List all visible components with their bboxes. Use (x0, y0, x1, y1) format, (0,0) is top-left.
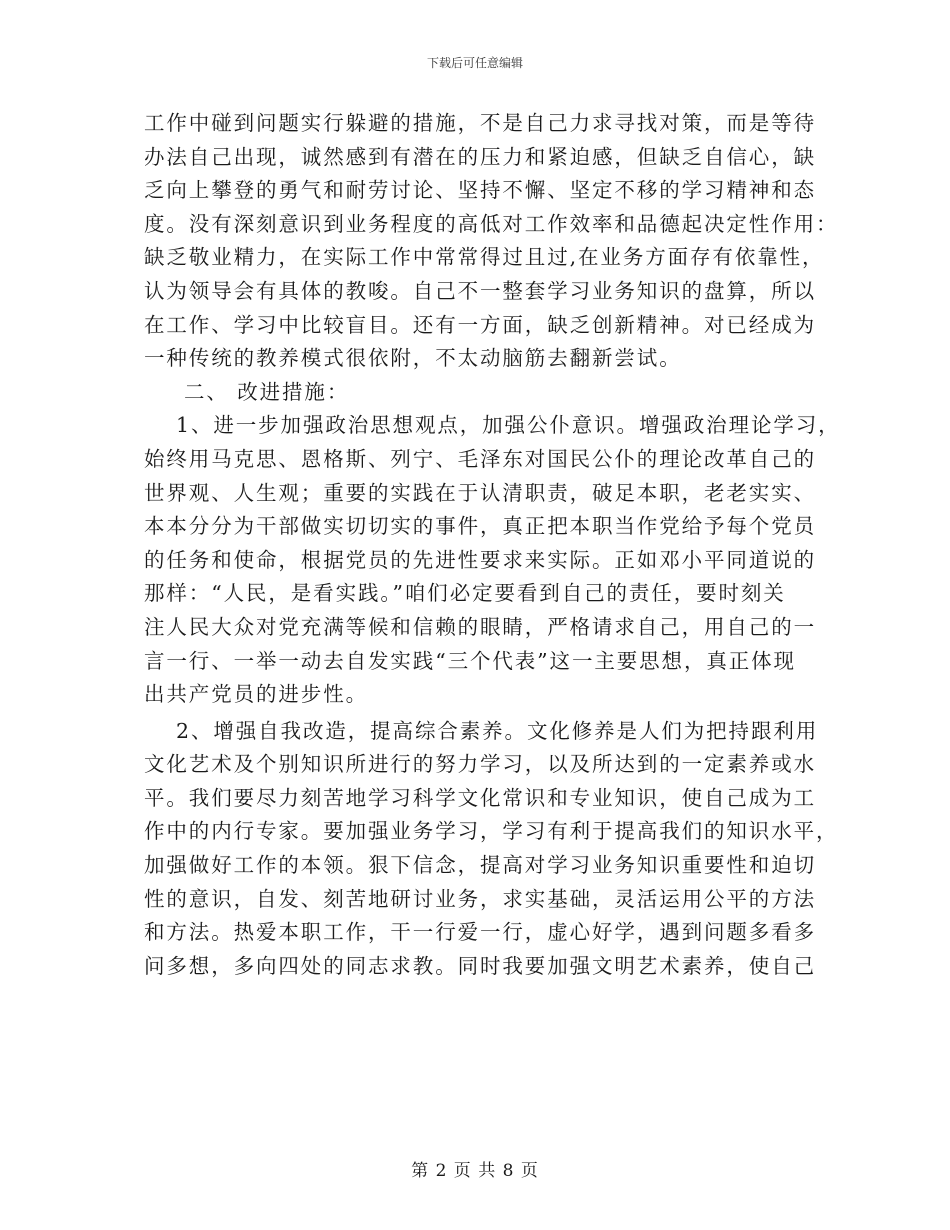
text-line: 认为领导会有具体的教唆。自己不一整套学习业务知识的盘算，所以 (144, 278, 816, 303)
text-line: 缺乏敬业精力，在实际工作中常常得过且过,在业务方面存有依靠性， (144, 245, 825, 270)
section-heading: 二、 改进措施： (184, 379, 350, 404)
page-number-footer: 第 2 页 共 8 页 (411, 1161, 539, 1181)
text-line: 和方法。热爱本职工作，干一行爱一行，虚心好学，遇到问题多看多 (144, 920, 816, 945)
document-body (144, 107, 841, 983)
text-line: 作中的内行专家。要加强业务学习，学习有利于提高我们的知识水平， (144, 819, 839, 844)
page-header: 下载后可任意编辑 (426, 56, 523, 70)
text-line: 问多想，多向四处的同志求教。同时我要加强文明艺术素养，使自己 (144, 953, 816, 978)
text-line: 的任务和使命，根据党员的先进性要求来实际。正如邓小平同道说的 (144, 547, 816, 572)
text-line: 文化艺术及个别知识所进行的努力学习，以及所达到的一定素养或水 (144, 752, 816, 777)
text-line: 一种传统的教养模式很依附，不太动脑筋去翻新尝试。 (144, 346, 682, 371)
text-line: 平。我们要尽力刻苦地学习科学文化常识和专业知识，使自己成为工 (144, 785, 816, 810)
text-line: 那样：“人民，是看实践。”咱们必定要看到自己的责任，要时刻关 (144, 581, 786, 606)
paragraph-start: 2、增强自我改造，提高综合素养。文化修养是人们为把持跟利用 (176, 718, 819, 743)
text-line: 办法自己出现，诚然感到有潜在的压力和紧迫感，但缺乏自信心，缺 (144, 144, 816, 169)
paragraph-start: 1、进一步加强政治思想观点，加强公仆意识。增强政治理论学习， (176, 413, 841, 438)
text-line: 乏向上攀登的勇气和耐劳讨论、坚持不懈、坚定不移的学习精神和态 (144, 178, 816, 203)
text-line: 始终用马克思、恩格斯、列宁、毛泽东对国民公仆的理论改革自己的 (144, 446, 816, 471)
text-line: 言一行、一举一动去自发实践“三个代表”这一主要思想，真正体现 (144, 648, 796, 673)
text-line: 在工作、学习中比较盲目。还有一方面，缺乏创新精神。对已经成为 (144, 312, 816, 337)
text-line: 加强做好工作的本领。狠下信念，提高对学习业务知识重要性和迫切 (144, 853, 816, 878)
text-line: 度。没有深刻意识到业务程度的高低对工作效率和品德起决定性作用： (144, 211, 839, 236)
text-line: 出共产党员的进步性。 (144, 682, 368, 707)
text-line: 性的意识，自发、刻苦地研讨业务，求实基础，灵活运用公平的方法 (144, 886, 816, 911)
text-line: 注人民大众对党充满等候和信赖的眼睛，严格请求自己，用自己的一 (144, 614, 816, 639)
text-line: 本本分分为干部做实切切实的事件，真正把本职当作党给予每个党员 (144, 514, 816, 539)
text-line: 工作中碰到问题实行躲避的措施，不是自己力求寻找对策，而是等待 (144, 111, 816, 135)
text-line: 世界观、人生观；重要的实践在于认清职责，破足本职，老老实实、 (144, 480, 816, 505)
